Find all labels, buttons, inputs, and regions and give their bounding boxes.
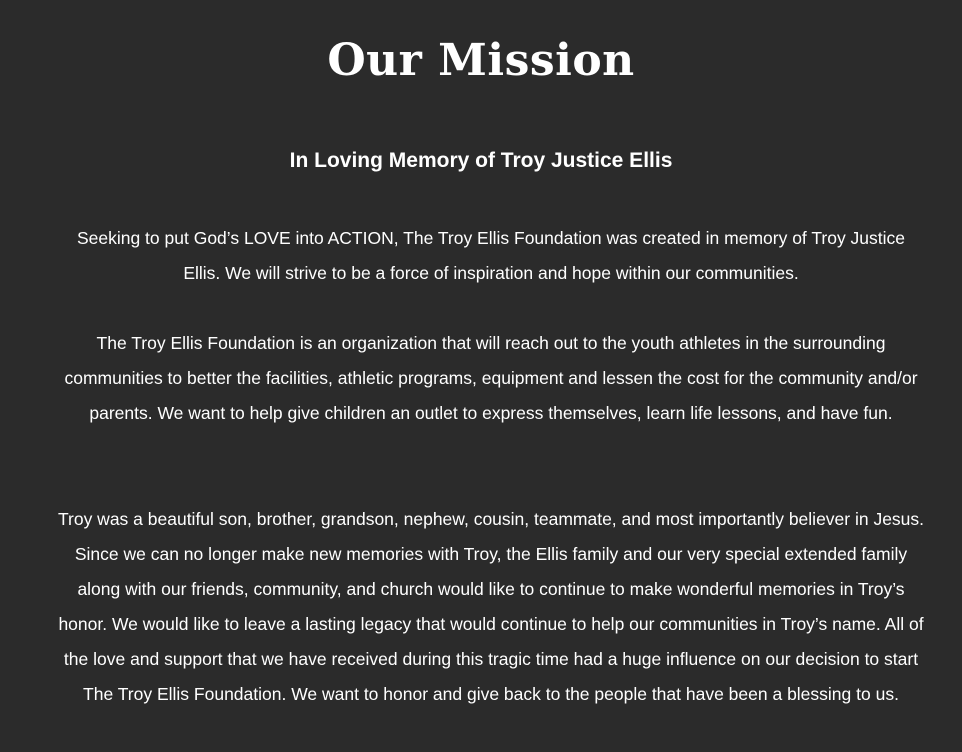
mission-paragraph-intro: Seeking to put God’s LOVE into ACTION, The Troy Ellis Foundation was created in memory of Troy Justice Ellis. We will strive to be a force of inspiration and hope within our communities.: [76, 228, 906, 283]
mission-paragraph-organization: The Troy Ellis Foundation is an organization that will reach out to the youth athletes in the surrounding communities to better the facilities, athletic programs, equipment and lessen the cost for the community and/or parents. We want to help give children an outlet to express themselves, learn life lessons, and have fun.: [64, 333, 918, 423]
memorial-subtitle: In Loving Memory of Troy Justice Ellis: [289, 149, 673, 172]
page-title: Our Mission: [327, 35, 635, 86]
mission-paragraph-troy: Troy was a beautiful son, brother, grandson, nephew, cousin, teammate, and most importantly believer in Jesus. Since we can no longer make new memories with Troy, the Ellis family and our very special extended family along with our friends, community, and church would like to continue to make wonderful memories in Troy’s honor. We would like to leave a lasting legacy that would continue to help our communities in Troy’s name. All of the love and support that we have received during this tragic time had a huge influence on our decision to start The Troy Ellis Foundation. We want to honor and give back to the people that have been a blessing to us.: [57, 509, 925, 704]
